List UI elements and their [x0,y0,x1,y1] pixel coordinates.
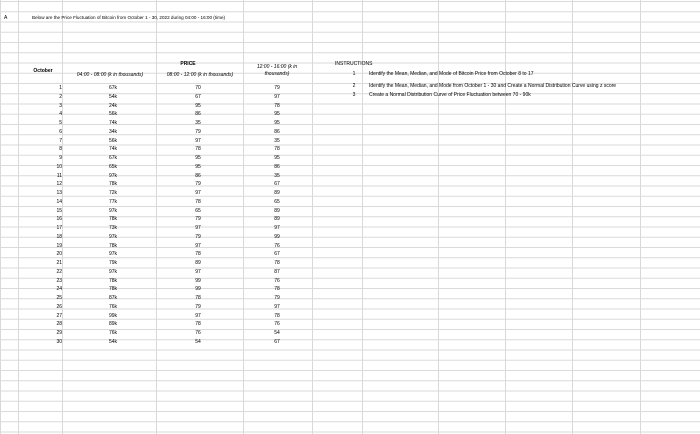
table-row [0,233,320,242]
table-row [0,320,320,329]
price-12-16-cell[interactable]: 89 [274,190,280,196]
table-row [0,312,320,321]
day-cell[interactable]: 25 [56,295,62,301]
price-12-16-cell[interactable]: 95 [274,155,280,161]
price-08-12-cell[interactable]: 79 [195,181,201,188]
price-12-16-cell[interactable]: 86 [274,128,280,135]
price-12-16-cell[interactable]: 99 [274,233,280,240]
price-12-16-cell[interactable]: 89 [274,207,280,214]
price-08-12-cell[interactable]: 95 [195,155,201,161]
day-cell[interactable]: 26 [56,303,62,310]
price-04-08-cell[interactable]: 78k [108,181,118,188]
table-row [0,145,320,154]
price-12-16-cell[interactable]: 65 [274,198,280,205]
table-row [0,154,320,163]
day-cell[interactable]: 17 [56,225,62,231]
price-12-16-cell[interactable]: 67 [274,181,280,188]
price-04-08-cell[interactable]: 56k [108,137,118,144]
table-row [0,110,320,119]
price-12-16-cell[interactable]: 95 [274,120,280,126]
price-08-12-cell[interactable]: 97 [195,137,201,144]
table-row [0,137,320,146]
price-04-08-cell[interactable]: 54k [108,338,118,345]
instruction-number[interactable]: 2 [352,83,356,89]
header-col-04-08[interactable]: 04:00 - 08:00 (k in thousands) [76,72,144,78]
price-12-16-cell[interactable]: 95 [274,111,280,118]
day-cell[interactable]: 4 [59,111,62,118]
day-cell[interactable]: 12 [56,181,62,188]
price-12-16-cell[interactable]: 78 [274,102,280,109]
table-row [0,189,320,198]
table-row [0,277,320,286]
sheet-title-cell[interactable]: Below are the Price Fluctuation of Bitcoin from October 1 - 30, 2022 during 04:00 - 16:00 (time) [32,15,226,20]
grid-column-line [572,0,573,434]
table-row [0,128,320,137]
instruction-text[interactable]: Create a Normal Distribution Curve of Price Fluctuation between 70 - 90k [369,92,531,98]
price-08-12-cell[interactable]: 95 [195,102,201,109]
price-table-body [0,84,320,347]
price-04-08-cell[interactable]: 67k [108,155,118,161]
day-cell[interactable]: 18 [56,233,62,240]
table-row [0,102,320,111]
price-12-16-cell[interactable]: 76 [274,242,280,249]
price-04-08-cell[interactable]: 76k [108,303,118,310]
price-08-12-cell[interactable]: 78 [195,321,201,328]
table-row [0,215,320,224]
header-price[interactable]: PRICE [180,61,196,67]
price-12-16-cell[interactable]: 35 [274,137,280,144]
price-08-12-cell[interactable]: 79 [195,303,201,310]
price-04-08-cell[interactable]: 78k [108,242,118,249]
price-04-08-cell[interactable]: 74k [108,120,118,126]
price-04-08-cell[interactable]: 78k [108,277,118,284]
table-row [0,250,320,259]
day-cell[interactable]: 1 [59,85,62,91]
price-12-16-cell[interactable]: 78 [274,286,280,293]
price-04-08-cell[interactable]: 87k [108,295,118,301]
price-04-08-cell[interactable]: 97k [108,251,118,258]
price-04-08-cell[interactable]: 99k [108,312,118,319]
header-col-08-12[interactable]: 08:00 - 12:00 (k in thousands) [166,72,234,78]
grid-column-line [640,0,641,434]
day-cell[interactable]: 28 [56,321,62,328]
table-row [0,198,320,207]
table-row [0,224,320,233]
day-cell[interactable]: 14 [56,198,62,205]
price-08-12-cell[interactable]: 97 [195,268,201,275]
price-12-16-cell[interactable]: 87 [274,268,280,275]
table-row [0,259,320,268]
table-row [0,268,320,277]
price-08-12-cell[interactable]: 35 [195,120,201,126]
price-08-12-cell[interactable]: 79 [195,233,201,240]
day-cell[interactable]: 7 [59,137,62,144]
instruction-number[interactable]: 3 [352,92,356,98]
price-12-16-cell[interactable]: 67 [274,338,280,345]
price-12-16-cell[interactable]: 89 [274,216,280,223]
price-12-16-cell[interactable]: 76 [274,277,280,284]
day-cell[interactable]: 27 [56,312,62,319]
price-08-12-cell[interactable]: 67 [195,93,201,100]
price-12-16-cell[interactable]: 78 [274,260,280,266]
day-cell[interactable]: 24 [56,286,62,293]
day-cell[interactable]: 19 [56,242,62,249]
header-col-12-16[interactable]: 12:00 - 16:00 (k in thousands) [256,64,298,77]
price-08-12-cell[interactable]: 79 [195,216,201,223]
price-08-12-cell[interactable]: 99 [195,286,201,293]
table-row [0,119,320,128]
table-row [0,93,320,102]
price-08-12-cell[interactable]: 99 [195,277,201,284]
instruction-text[interactable]: Identify the Mean, Median, and Mode of Bitcoin Price from October 8 to 17 [369,71,534,77]
price-04-08-cell[interactable]: 73k [108,225,118,231]
table-row [0,172,320,181]
price-08-12-cell[interactable]: 86 [195,111,201,118]
price-04-08-cell[interactable]: 97k [108,233,118,240]
price-12-16-cell[interactable]: 67 [274,251,280,258]
price-08-12-cell[interactable]: 97 [195,190,201,196]
price-12-16-cell[interactable]: 86 [274,163,280,170]
day-cell[interactable]: 11 [56,172,62,179]
header-october[interactable]: October [33,68,53,74]
grid-column-line [505,0,506,434]
day-cell[interactable]: 22 [56,268,62,275]
table-row [0,285,320,294]
price-08-12-cell[interactable]: 79 [195,128,201,135]
price-08-12-cell[interactable]: 89 [195,260,201,266]
price-12-16-cell[interactable]: 54 [274,330,280,336]
day-cell[interactable]: 6 [59,128,62,135]
price-08-12-cell[interactable]: 78 [195,146,201,153]
day-cell[interactable]: 13 [56,190,62,196]
table-row [0,180,320,189]
price-04-08-cell[interactable]: 89k [108,321,118,328]
price-04-08-cell[interactable]: 79k [108,260,118,266]
price-04-08-cell[interactable]: 78k [108,216,118,223]
day-cell[interactable]: 8 [59,146,62,153]
price-04-08-cell[interactable]: 67k [108,85,118,91]
instructions-title[interactable]: INSTRUCTIONS [335,61,373,67]
price-12-16-cell[interactable]: 97 [274,225,280,231]
price-04-08-cell[interactable]: 65k [108,163,118,170]
price-04-08-cell[interactable]: 97k [108,207,118,214]
price-04-08-cell[interactable]: 54k [108,93,118,100]
price-04-08-cell[interactable]: 34k [108,128,118,135]
day-cell[interactable]: 9 [59,155,62,161]
day-cell[interactable]: 5 [59,120,62,126]
price-04-08-cell[interactable]: 78k [108,286,118,293]
day-cell[interactable]: 30 [56,338,62,345]
price-12-16-cell[interactable]: 79 [274,295,280,301]
instruction-text[interactable]: Identify the Mean, Median, and Mode from October 1 - 30 and Create a Normal Distribution Curve using z score [369,83,617,89]
day-cell[interactable]: 23 [56,277,62,284]
grid-column-line [438,0,439,434]
price-08-12-cell[interactable]: 65 [195,207,201,214]
price-04-08-cell[interactable]: 24k [108,102,118,109]
price-04-08-cell[interactable]: 72k [108,190,118,196]
price-08-12-cell[interactable]: 97 [195,312,201,319]
price-08-12-cell[interactable]: 97 [195,225,201,231]
price-04-08-cell[interactable]: 97k [108,172,118,179]
price-04-08-cell[interactable]: 56k [108,111,118,118]
table-row [0,84,320,93]
price-08-12-cell[interactable]: 95 [195,163,201,170]
day-cell[interactable]: 21 [56,260,62,266]
price-08-12-cell[interactable]: 70 [195,85,201,91]
price-08-12-cell[interactable]: 78 [195,198,201,205]
day-cell[interactable]: 15 [56,207,62,214]
day-cell[interactable]: 16 [56,216,62,223]
table-row [0,329,320,338]
column-a-label: A [4,15,8,21]
price-08-12-cell[interactable]: 78 [195,295,201,301]
price-04-08-cell[interactable]: 97k [108,268,118,275]
price-12-16-cell[interactable]: 97 [274,93,280,100]
instruction-number[interactable]: 1 [352,71,356,77]
price-04-08-cell[interactable]: 76k [108,330,118,336]
price-12-16-cell[interactable]: 97 [274,303,280,310]
price-12-16-cell[interactable]: 78 [274,312,280,319]
price-04-08-cell[interactable]: 77k [108,198,118,205]
price-12-16-cell[interactable]: 35 [274,172,280,179]
table-row [0,338,320,347]
day-cell[interactable]: 20 [56,251,62,258]
table-row [0,242,320,251]
table-row [0,163,320,172]
table-row [0,303,320,312]
price-08-12-cell[interactable]: 54 [195,338,201,345]
day-cell[interactable]: 2 [59,93,62,100]
price-12-16-cell[interactable]: 78 [274,146,280,153]
price-12-16-cell[interactable]: 76 [274,321,280,328]
day-cell[interactable]: 3 [59,102,62,109]
price-12-16-cell[interactable]: 79 [274,85,280,91]
price-08-12-cell[interactable]: 86 [195,172,201,179]
day-cell[interactable]: 29 [56,330,62,336]
price-08-12-cell[interactable]: 78 [195,251,201,258]
price-08-12-cell[interactable]: 76 [195,330,201,336]
price-08-12-cell[interactable]: 97 [195,242,201,249]
table-row [0,207,320,216]
day-cell[interactable]: 10 [56,163,62,170]
table-row [0,294,320,303]
price-04-08-cell[interactable]: 74k [108,146,118,153]
